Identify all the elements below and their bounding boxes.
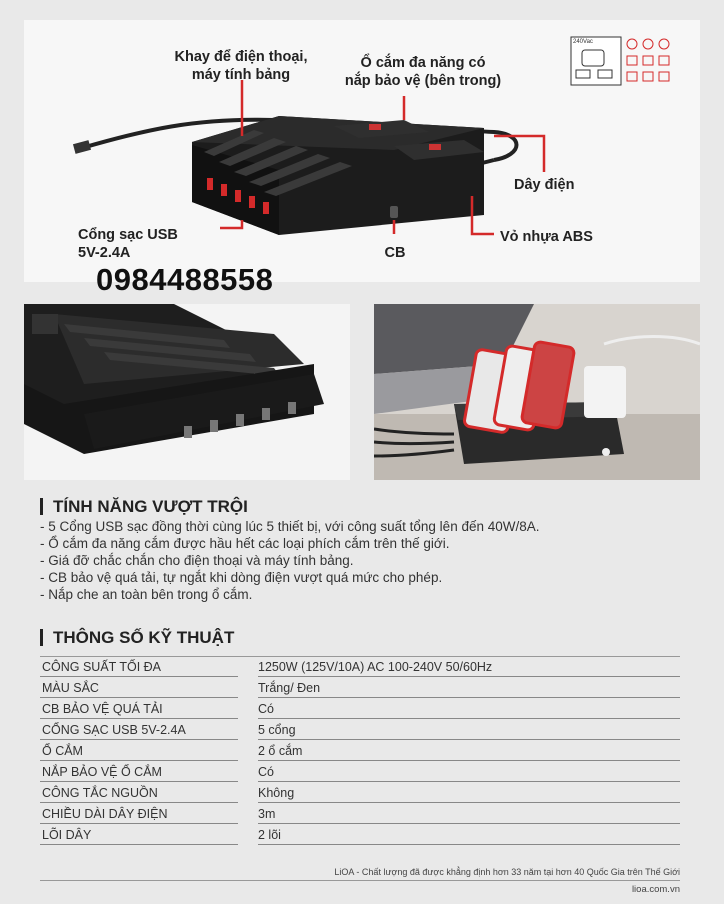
product-in-use-photo [374,304,700,480]
spec-value: 2 ổ cắm [258,744,680,761]
spec-row [40,677,680,698]
spec-row [40,761,680,782]
spec-key: CỔNG SẠC USB 5V-2.4A [40,723,238,740]
spec-value: Không [258,786,680,803]
spec-row [40,740,680,761]
spec-key: CHIỀU DÀI DÂY ĐIỆN [40,807,238,824]
spec-value: Trắng/ Đen [258,681,680,698]
footer-tagline: LiOA - Chất lượng đã được khẳng định hơn 33 năm tại hơn 40 Quốc Gia trên Thế Giới [334,867,680,877]
spec-key: CB BẢO VỆ QUÁ TẢI [40,702,238,719]
feature-item: - Ổ cắm đa năng cắm được hầu hết các loại phích cắm trên thế giới. [40,536,450,551]
spec-value: 1250W (125V/10A) AC 100-240V 50/60Hz [258,660,680,677]
spec-value: 2 lõi [258,828,680,845]
spec-key: CÔNG SUẤT TỐI ĐA [40,660,238,677]
spec-row [40,719,680,740]
callout-tray: Khay để điện thoại, máy tính bảng [174,49,308,83]
spec-key: Ổ CẮM [40,744,238,761]
spec-row [40,824,680,845]
phone-number: 0984488558 [96,262,274,297]
spec-value: Có [258,702,680,719]
features-title: TÍNH NĂNG VƯỢT TRỘI [40,498,248,515]
spec-key: CÔNG TẮC NGUỒN [40,786,238,803]
callout-cb: CB [384,245,406,261]
specs-table [40,656,680,845]
charging-dock-scene-graphic [374,304,700,480]
callout-shell: Vỏ nhựa ABS [500,229,593,245]
spec-row [40,803,680,824]
spec-row [40,656,680,677]
feature-item: - CB bảo vệ quá tải, tự ngắt khi dòng điện vượt quá mức cho phép. [40,570,443,585]
spec-value: 5 cổng [258,723,680,740]
spec-key: LÕI DÂY [40,828,238,845]
footer-divider [40,880,680,881]
feature-item: - Giá đỡ chắc chắn cho điện thoại và máy tính bảng. [40,553,354,568]
feature-item: - 5 Cổng USB sạc đồng thời cùng lúc 5 thiết bị, với công suất tổng lên đến 40W/8A. [40,519,540,534]
power-strip-closeup-graphic [24,304,350,480]
features-list [40,518,680,603]
socket-badge-label: 240Vac [573,39,593,45]
callout-usb: Cổng sạc USB 5V-2.4A [78,227,178,261]
spec-row [40,698,680,719]
callout-socket: Ổ cắm đa năng có nắp bảo vệ (bên trong) [344,55,502,89]
product-hero-panel [24,20,700,282]
spec-value: 3m [258,807,680,824]
spec-row [40,782,680,803]
footer-website: lioa.com.vn [631,884,680,895]
specs-title: THÔNG SỐ KỸ THUẬT [40,629,234,646]
callout-cable: Dây điện [514,177,575,193]
spec-key: MÀU SẮC [40,681,238,698]
product-closeup-photo [24,304,350,480]
spec-key: NẮP BẢO VỆ Ổ CẮM [40,765,238,782]
spec-value: Có [258,765,680,782]
feature-item: - Nắp che an toàn bên trong ổ cắm. [40,587,253,602]
